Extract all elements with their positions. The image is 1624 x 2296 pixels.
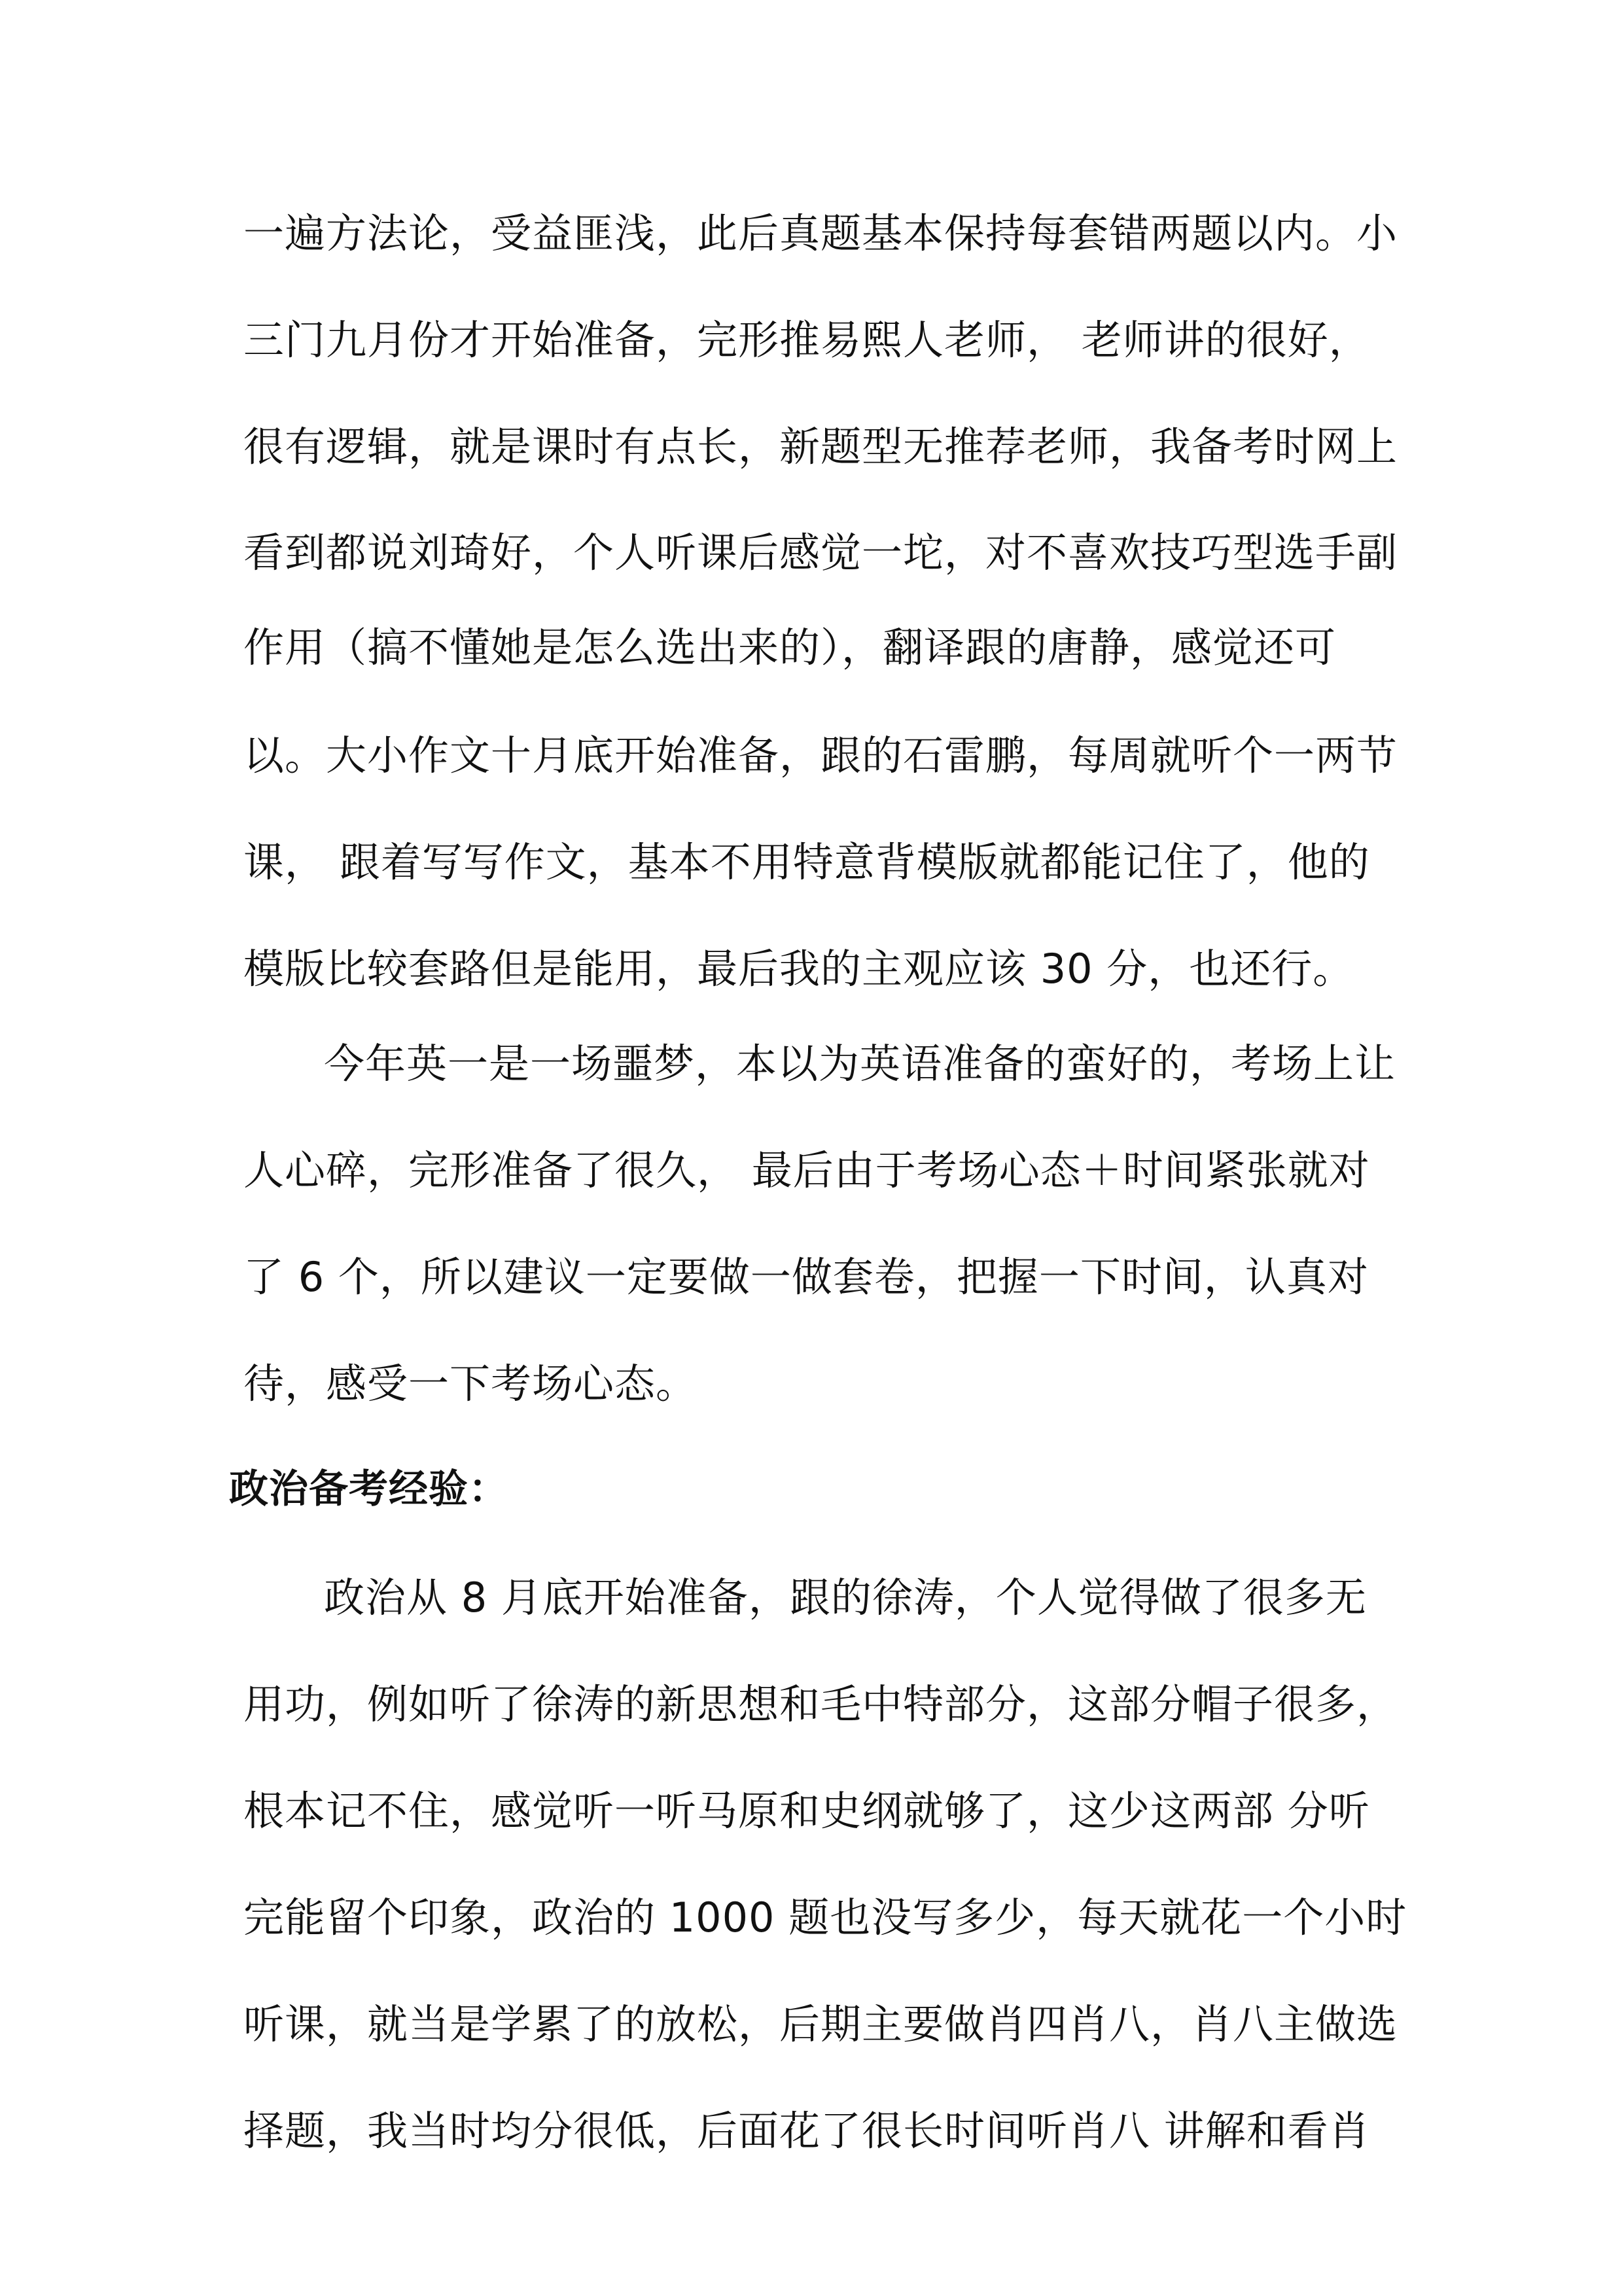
paragraph-line: 很有逻辑，就是课时有点长，新题型无推荐老师，我备考时网上 bbox=[243, 423, 1398, 470]
paragraph-line: 根本记不住，感觉听一听马原和史纲就够了，这少这两部 分听 bbox=[243, 1787, 1370, 1835]
paragraph-line: 用功，例如听了徐涛的新思想和毛中特部分，这部分帽子很多， bbox=[243, 1680, 1398, 1728]
paragraph-line: 政治从 8 月底开始准备，跟的徐涛，个人觉得做了很多无 bbox=[324, 1574, 1367, 1621]
paragraph-line: 了 6 个，所以建议一定要做一做套卷，把握一下时间，认真对 bbox=[243, 1253, 1369, 1301]
paragraph-line: 以。大小作文十月底开始准备，跟的石雷鹏，每周就听个一两节 bbox=[243, 732, 1398, 779]
paragraph-line: 看到都说刘琦好，个人听课后感觉一坨，对不喜欢技巧型选手副 bbox=[243, 529, 1398, 576]
paragraph-line: 模版比较套路但是能用，最后我的主观应该 30 分，也还行。 bbox=[243, 945, 1354, 993]
paragraph-line: 三门九月份才开始准备，完形推易熙人老师， 老师讲的很好， bbox=[243, 316, 1370, 364]
paragraph-line: 人心碎，完形准备了很久， 最后由于考场心态＋时间紧张就对 bbox=[243, 1146, 1370, 1194]
paragraph-line: 完能留个印象，政治的 1000 题也没写多少，每天就花一个小时 bbox=[243, 1894, 1407, 1941]
paragraph-line: 待，感受一下考场心态。 bbox=[243, 1360, 697, 1407]
paragraph-line: 今年英一是一场噩梦，本以为英语准备的蛮好的，考场上让 bbox=[324, 1040, 1396, 1087]
paragraph-line: 作用（搞不懂她是怎么选出来的），翻译跟的唐静，感觉还可 bbox=[243, 624, 1337, 671]
section-heading-politics: 政治备考经验： bbox=[229, 1466, 508, 1512]
paragraph-line: 一遍方法论，受益匪浅，此后真题基本保持每套错两题以内。小 bbox=[243, 209, 1398, 257]
paragraph-line: 择题，我当时均分很低，后面花了很长时间听肖八 讲解和看肖 bbox=[243, 2107, 1370, 2155]
paragraph-line: 课， 跟着写写作文，基本不用特意背模版就都能记住了，他的 bbox=[243, 838, 1370, 886]
paragraph-line: 听课，就当是学累了的放松，后期主要做肖四肖八，肖八主做选 bbox=[243, 2000, 1398, 2048]
